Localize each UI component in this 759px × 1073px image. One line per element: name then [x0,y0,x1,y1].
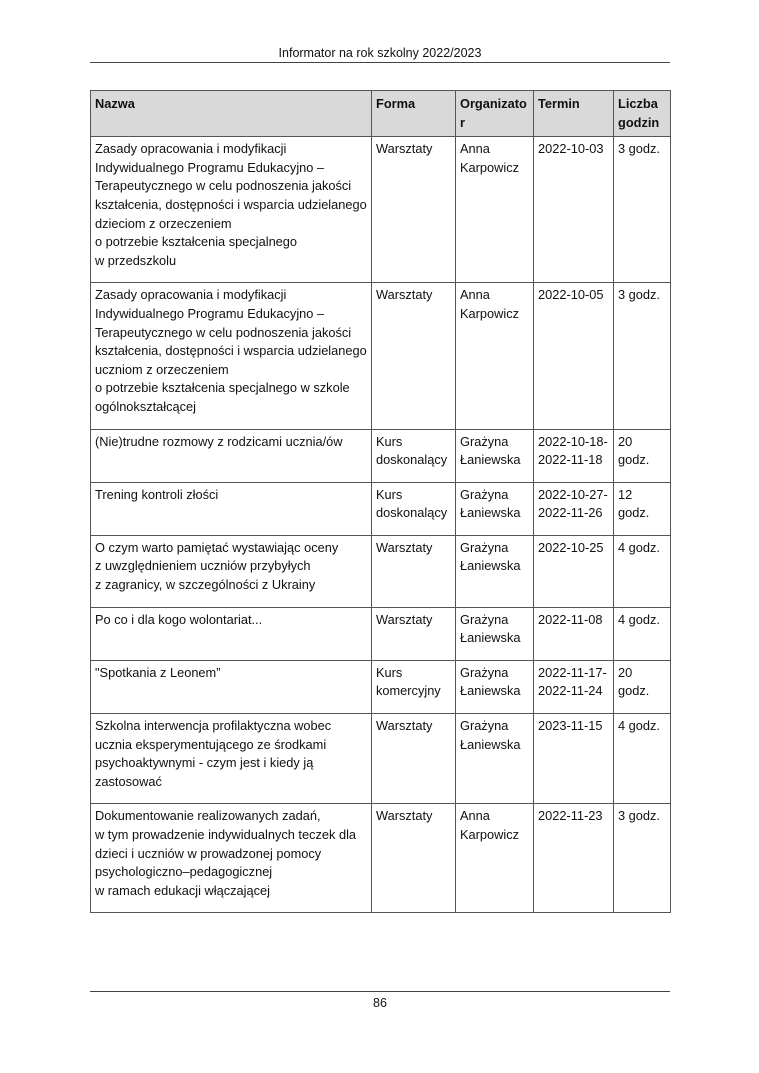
column-header-name: Nazwa [91,91,372,137]
cell-name: Trening kontroli złości [91,482,372,535]
table-row [91,714,671,804]
column-header-form: Forma [372,91,456,137]
cell-term: 2022-11-17- 2022-11-24 [534,660,614,713]
cell-name: O czym warto pamiętać wystawiając oceny z uwzględnieniem uczniów przybyłych z zagranicy, w szczególności z Ukrainy [91,535,372,607]
page-header-title: Informator na rok szkolny 2022/2023 [278,46,482,60]
column-header-hours: Liczba godzin [614,91,671,137]
cell-form: Warsztaty [372,714,456,804]
table-row [91,535,671,607]
cell-organizer: Grażyna Łaniewska [456,607,534,660]
cell-term: 2022-11-23 [534,804,614,913]
cell-form: Kurs komercyjny [372,660,456,713]
cell-term: 2022-11-08 [534,607,614,660]
table-header [91,91,671,137]
cell-term: 2023-11-15 [534,714,614,804]
column-header-organizer: Organizator [456,91,534,137]
header-row [91,91,671,137]
cell-term: 2022-10-05 [534,283,614,429]
cell-organizer: Anna Karpowicz [456,283,534,429]
table-row [91,137,671,283]
table-body [91,137,671,913]
cell-name: (Nie)trudne rozmowy z rodzicami ucznia/ów [91,429,372,482]
table-row [91,660,671,713]
cell-hours: 3 godz. [614,283,671,429]
cell-hours: 20 godz. [614,660,671,713]
courses-table [90,90,671,913]
cell-hours: 4 godz. [614,607,671,660]
column-header-term: Termin [534,91,614,137]
cell-form: Warsztaty [372,607,456,660]
cell-name: "Spotkania z Leonem” [91,660,372,713]
cell-form: Warsztaty [372,535,456,607]
cell-name: Zasady opracowania i modyfikacji Indywidualnego Programu Edukacyjno – Terapeutycznego w celu podnoszenia jakości kształcenia, dostępności i wsparcia udzielanego dzieciom z orzeczeniem o potrzebie kształcenia specjalnego w przedszkolu [91,137,372,283]
header-divider [90,62,670,63]
cell-organizer: Grażyna Łaniewska [456,482,534,535]
table-row [91,804,671,913]
cell-form: Kurs doskonalący [372,482,456,535]
table-row [91,607,671,660]
cell-hours: 3 godz. [614,137,671,283]
cell-term: 2022-10-27- 2022-11-26 [534,482,614,535]
cell-name: Zasady opracowania i modyfikacji Indywidualnego Programu Edukacyjno – Terapeutycznego w celu podnoszenia jakości kształcenia, dostępności i wsparcia udzielanego uczniom z orzeczeniem o potrzebie kształcenia specjalnego w szkole ogólnokształcącej [91,283,372,429]
cell-name: Szkolna interwencja profilaktyczna wobec ucznia eksperymentującego ze środkami psychoaktywnymi - czym jest i kiedy ją zastosować [91,714,372,804]
cell-organizer: Anna Karpowicz [456,804,534,913]
cell-term: 2022-10-03 [534,137,614,283]
table-row [91,429,671,482]
page-number: 86 [373,996,387,1010]
cell-hours: 12 godz. [614,482,671,535]
cell-term: 2022-10-18- 2022-11-18 [534,429,614,482]
cell-organizer: Grażyna Łaniewska [456,714,534,804]
cell-hours: 20 godz. [614,429,671,482]
table-row [91,482,671,535]
table-row [91,283,671,429]
cell-name: Dokumentowanie realizowanych zadań, w tym prowadzenie indywidualnych teczek dla dzieci i uczniów w prowadzonej pomocy psychologiczno–pedagogicznej w ramach edukacji włączającej [91,804,372,913]
cell-form: Warsztaty [372,804,456,913]
cell-hours: 3 godz. [614,804,671,913]
cell-term: 2022-10-25 [534,535,614,607]
footer-divider [90,991,670,992]
cell-form: Warsztaty [372,283,456,429]
cell-hours: 4 godz. [614,535,671,607]
cell-organizer: Grażyna Łaniewska [456,660,534,713]
cell-hours: 4 godz. [614,714,671,804]
cell-organizer: Grażyna Łaniewska [456,535,534,607]
cell-organizer: Anna Karpowicz [456,137,534,283]
cell-name: Po co i dla kogo wolontariat... [91,607,372,660]
cell-form: Kurs doskonalący [372,429,456,482]
cell-organizer: Grażyna Łaniewska [456,429,534,482]
cell-form: Warsztaty [372,137,456,283]
